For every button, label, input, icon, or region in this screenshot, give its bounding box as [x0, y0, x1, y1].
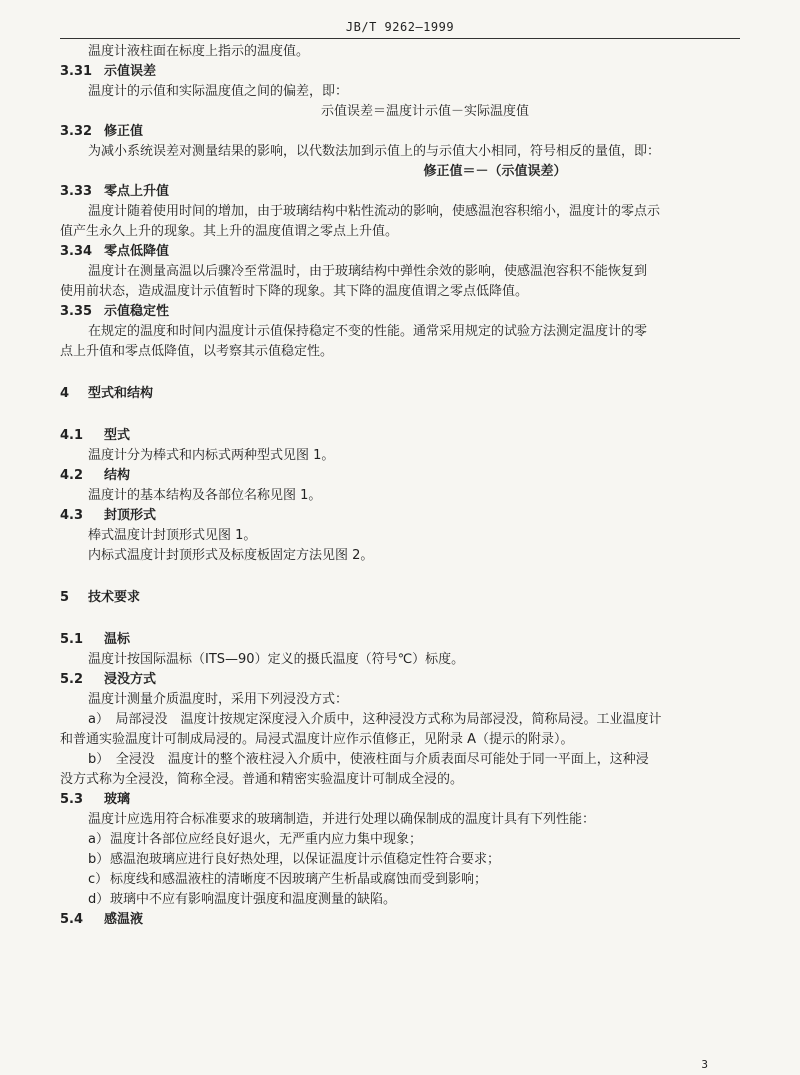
paragraph: 温度计测量介质温度时，采用下列浸没方式：: [88, 692, 349, 707]
clause-title: 玻璃: [104, 792, 131, 807]
paragraph: 温度计的基本结构及各部位名称见图 1。: [88, 488, 322, 503]
header-divider: [60, 38, 740, 39]
formula: 示值误差＝温度计示值－实际温度值: [320, 104, 529, 119]
list-item-d: [60, 890, 750, 910]
paragraph: 温度计液柱面在标度上指示的温度值。: [88, 44, 310, 59]
list-item-b: b） 全浸没 温度计的整个液柱浸入介质中，使液柱面与介质表面尽可能处于同一平面上，这种浸: [88, 752, 649, 767]
paragraph-continuation: 使用前状态，造成温度计示值暂时下降的现象。其下降的温度值谓之零点低降值。: [60, 284, 529, 299]
clause-number: 3.34: [60, 244, 93, 259]
paragraph: 棒式温度计封顶形式见图 1。: [88, 528, 257, 543]
list-text: 玻璃中不应有影响温度计强度和温度测量的缺陷。: [110, 892, 397, 907]
paragraph: 温度计按国际温标（ITS—90）定义的摄氏温度（符号℃）标度。: [88, 652, 465, 667]
paragraph-continuation: 点上升值和零点低降值，以考察其示值稳定性。: [60, 344, 334, 359]
clause-heading-5-3: [60, 790, 750, 810]
clause-number: 4.1: [60, 428, 84, 443]
clause-number: 3.31: [60, 64, 93, 79]
list-marker: d）: [88, 892, 110, 907]
list-marker: b）: [88, 852, 110, 867]
clause-title: 示值误差: [104, 64, 157, 79]
section-title: 型式和结构: [88, 386, 154, 401]
clause-title: 型式: [104, 428, 131, 443]
section-number: 4: [60, 386, 70, 401]
clause-heading-3-32: [60, 122, 750, 142]
clause-heading-3-34: [60, 242, 750, 262]
clause-number: 5.4: [60, 912, 84, 927]
paragraph: 温度计分为棒式和内标式两种型式见图 1。: [88, 448, 335, 463]
list-item-c: [60, 870, 750, 890]
list-item-b: [60, 850, 750, 870]
clause-heading-5-1: [60, 630, 750, 650]
clause-title: 感温液: [104, 912, 144, 927]
paragraph-continuation: 没方式称为全浸没，简称全浸。普通和精密实验温度计可制成全浸的。: [60, 772, 464, 787]
clause-heading-3-35: [60, 302, 750, 322]
clause-title: 结构: [104, 468, 131, 483]
clause-heading-5-4: [60, 910, 750, 930]
clause-number: 3.32: [60, 124, 93, 139]
section-number: 5: [60, 590, 70, 605]
clause-title: 温标: [104, 632, 131, 647]
clause-heading-4-2: [60, 466, 750, 486]
list-item-a: [60, 830, 750, 850]
section-heading-4: [60, 384, 750, 404]
clause-number: 4.2: [60, 468, 84, 483]
clause-number: 5.2: [60, 672, 84, 687]
formula: 修正值＝－（示值误差）: [423, 164, 567, 179]
clause-number: 3.33: [60, 184, 93, 199]
section-heading-5: [60, 588, 750, 608]
clause-heading-3-33: [60, 182, 750, 202]
paragraph: 内标式温度计封顶形式及标度板固定方法见图 2。: [88, 548, 374, 563]
clause-number: 3.35: [60, 304, 93, 319]
list-text: 温度计各部位应经良好退火，无严重内应力集中现象；: [110, 832, 423, 847]
paragraph: 在规定的温度和时间内温度计示值保持稳定不变的性能。通常采用规定的试验方法测定温度计的零: [88, 324, 648, 339]
section-title: 技术要求: [88, 590, 141, 605]
clause-title: 示值稳定性: [104, 304, 170, 319]
clause-title: 零点低降值: [104, 244, 170, 259]
paragraph: 温度计随着使用时间的增加，由于玻璃结构中粘性流动的影响，使感温泡容积缩小，温度计的零点示: [88, 204, 661, 219]
paragraph-continuation: 值产生永久上升的现象。其上升的温度值谓之零点上升值。: [60, 224, 399, 239]
clause-title: 零点上升值: [104, 184, 170, 199]
list-text: 标度线和感温液柱的清晰度不因玻璃产生析晶或腐蚀而受到影响；: [110, 872, 488, 887]
clause-heading-4-1: [60, 426, 750, 446]
list-item-a: a） 局部浸没 温度计按规定深度浸入介质中，这种浸没方式称为局部浸没，简称局浸。工业温度计: [88, 712, 662, 727]
clause-heading-5-2: [60, 670, 750, 690]
clause-title: 修正值: [104, 124, 144, 139]
clause-title: 封顶形式: [104, 508, 157, 523]
paragraph: 温度计在测量高温以后骤冷至常温时，由于玻璃结构中弹性余效的影响，使感温泡容积不能恢复到: [88, 264, 648, 279]
document-body: [60, 42, 750, 930]
clause-number: 5.1: [60, 632, 84, 647]
list-marker: a）: [88, 832, 109, 847]
page-number: 3: [701, 1058, 708, 1071]
paragraph-continuation: 和普通实验温度计可制成局浸的。局浸式温度计应作示值修正，见附录 A（提示的附录）。: [60, 732, 574, 747]
standard-code-header: JB/T 9262—1999: [345, 20, 455, 34]
clause-heading-3-31: [60, 62, 750, 82]
clause-heading-4-3: [60, 506, 750, 526]
clause-title: 浸没方式: [104, 672, 157, 687]
paragraph: 温度计应选用符合标准要求的玻璃制造，并进行处理以确保制成的温度计具有下列性能：: [88, 812, 596, 827]
list-text: 感温泡玻璃应进行良好热处理，以保证温度计示值稳定性符合要求；: [110, 852, 501, 867]
paragraph: 为减小系统误差对测量结果的影响，以代数法加到示值上的与示值大小相同，符号相反的量值，即：: [88, 144, 661, 159]
list-marker: c）: [88, 872, 109, 887]
paragraph: 温度计的示值和实际温度值之间的偏差，即：: [88, 84, 349, 99]
clause-number: 4.3: [60, 508, 84, 523]
clause-number: 5.3: [60, 792, 84, 807]
